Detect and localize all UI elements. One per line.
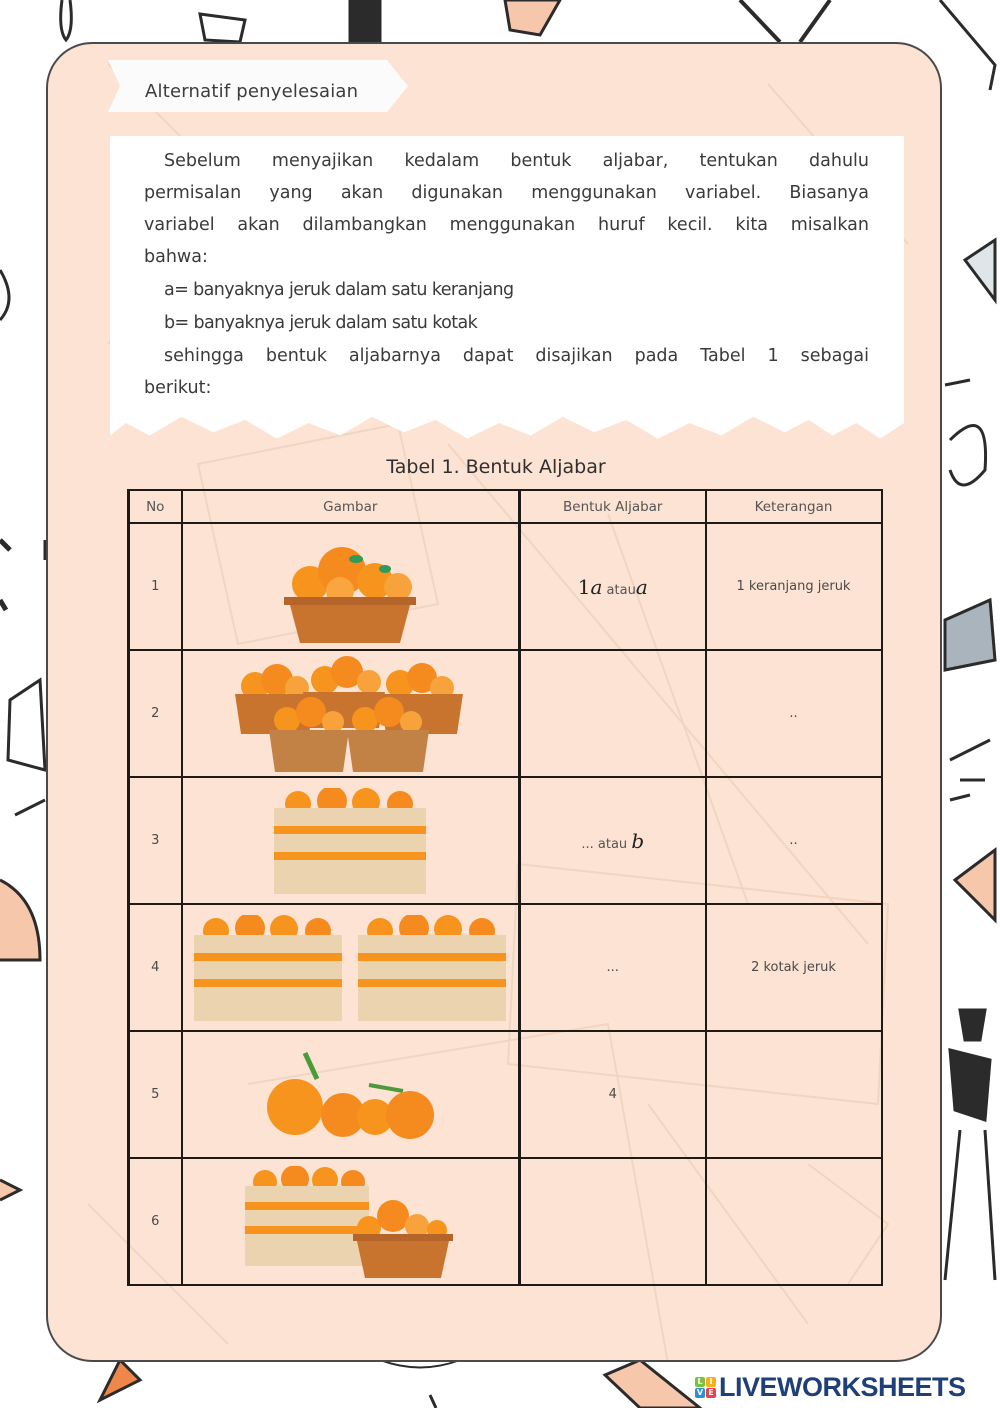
algebra-variable-2: a xyxy=(635,574,648,599)
two-orange-crates-icon xyxy=(194,915,506,1021)
four-oranges-icon xyxy=(265,1049,435,1141)
row-number: 2 xyxy=(129,650,182,777)
orange-basket-icon xyxy=(280,529,420,644)
row-number: 6 xyxy=(129,1158,182,1285)
header-note: Keterangan xyxy=(706,490,882,523)
algebra-table xyxy=(127,489,883,1286)
conclusion-line-1: sehingga bentuk aljabarnya dapat disajikan pada Tabel 1 sebagai xyxy=(164,346,869,366)
table-row xyxy=(129,523,882,650)
intro-line-2: permisalan yang akan digunakan menggunakan variabel. Biasanya xyxy=(144,183,869,203)
definition-b: b= banyaknya jeruk dalam satu kotak xyxy=(164,313,478,333)
row-picture xyxy=(182,904,520,1031)
row-note: 1 keranjang jeruk xyxy=(706,523,882,650)
algebra-variable: b xyxy=(631,828,645,853)
orange-crate-icon xyxy=(274,788,426,894)
row-note xyxy=(706,1031,882,1158)
algebra-coefficient: 1 xyxy=(577,574,591,599)
row-number: 4 xyxy=(129,904,182,1031)
row-note: .. xyxy=(706,777,882,904)
row-picture xyxy=(182,1158,520,1285)
row-picture xyxy=(182,777,520,904)
row-picture xyxy=(182,523,520,650)
row-note: 2 kotak jeruk xyxy=(706,904,882,1031)
five-orange-baskets-icon xyxy=(235,654,465,774)
header-algebra: Bentuk Aljabar xyxy=(520,490,706,523)
row-algebra xyxy=(520,523,706,650)
table-row xyxy=(129,904,882,1031)
algebra-connector: atau xyxy=(606,582,636,598)
table-row xyxy=(129,1031,882,1158)
table-title: Tabel 1. Bentuk Aljabar xyxy=(386,456,606,478)
live-logo-icon: L I V E xyxy=(695,1377,716,1398)
row-note xyxy=(706,1158,882,1285)
table-row xyxy=(129,1158,882,1285)
row-algebra: 4 xyxy=(520,1031,706,1158)
table-header-row xyxy=(129,490,882,523)
liveworksheets-watermark xyxy=(695,1372,966,1403)
row-number: 3 xyxy=(129,777,182,904)
table-row xyxy=(129,650,882,777)
definition-a: a= banyaknya jeruk dalam satu keranjang xyxy=(164,280,514,300)
table-row xyxy=(129,777,882,904)
algebra-variable: a xyxy=(590,574,603,599)
row-number: 5 xyxy=(129,1031,182,1158)
algebra-prefix: ... atau xyxy=(581,836,628,852)
header-picture: Gambar xyxy=(182,490,520,523)
header-no: No xyxy=(129,490,182,523)
row-algebra xyxy=(520,1158,706,1285)
row-algebra xyxy=(520,777,706,904)
conclusion-line-2: berikut: xyxy=(144,378,212,398)
row-note: .. xyxy=(706,650,882,777)
row-picture xyxy=(182,1031,520,1158)
row-algebra: ... xyxy=(520,904,706,1031)
intro-line-1: Sebelum menyajikan kedalam bentuk aljabar, tentukan dahulu xyxy=(164,151,869,171)
intro-line-4: bahwa: xyxy=(144,247,208,267)
watermark-text: LIVEWORKSHEETS xyxy=(719,1372,966,1402)
crate-and-basket-icon xyxy=(245,1166,455,1278)
worksheet-card xyxy=(46,42,942,1362)
intro-line-3: variabel akan dilambangkan menggunakan huruf kecil. kita misalkan xyxy=(144,215,869,235)
row-number: 1 xyxy=(129,523,182,650)
row-algebra xyxy=(520,650,706,777)
row-picture xyxy=(182,650,520,777)
section-title: Alternatif penyelesaian xyxy=(145,81,359,102)
